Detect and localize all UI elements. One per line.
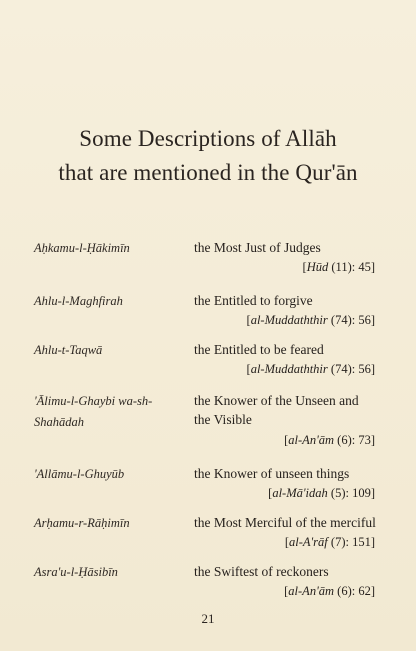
arabic-name-line-2: Shahādah: [34, 415, 84, 429]
ref-open-bracket: [: [284, 584, 289, 598]
surah-location: (7): 151]: [327, 535, 375, 549]
quran-reference: [284, 582, 375, 600]
surah-name: al-An'ām: [288, 433, 335, 447]
quran-reference: [284, 431, 375, 449]
quran-reference: [303, 258, 375, 276]
ref-open-bracket: [: [284, 535, 289, 549]
surah-location: (5): 109]: [327, 486, 375, 500]
surah-location: (6): 62]: [334, 584, 375, 598]
arabic-name: Arḥamu-r-Rāḥimīn: [34, 516, 130, 530]
surah-location: (74): 56]: [327, 313, 375, 327]
surah-name: Hūd: [306, 260, 329, 274]
arabic-name: [34, 391, 184, 433]
english-meaning: the Most Merciful of the merciful: [194, 515, 376, 530]
arabic-name: Ahlu-t-Taqwā: [34, 343, 103, 357]
ref-open-bracket: [: [246, 362, 251, 376]
arabic-name-line-1: 'Ālimu-l-Ghaybi wa-sh-: [34, 394, 153, 408]
surah-location: (74): 56]: [327, 362, 375, 376]
surah-location: (11): 45]: [328, 260, 375, 274]
arabic-name: Asra'u-l-Ḥāsibīn: [34, 565, 118, 579]
quran-reference: [285, 533, 375, 551]
english-meaning: [194, 391, 384, 429]
english-meaning: the Entitled to forgive: [194, 293, 313, 308]
surah-location: (6): 73]: [334, 433, 375, 447]
surah-name: al-A'rāf: [288, 535, 328, 549]
surah-name: al-Mā'idah: [272, 486, 328, 500]
quran-reference: [247, 360, 375, 378]
ref-open-bracket: [: [246, 313, 251, 327]
ref-open-bracket: [: [302, 260, 307, 274]
english-meaning: the Knower of unseen things: [194, 466, 350, 481]
quran-reference: [247, 311, 375, 329]
ref-open-bracket: [: [268, 486, 273, 500]
english-meaning: the Entitled to be feared: [194, 342, 324, 357]
english-meaning: the Swiftest of reckoners: [194, 564, 329, 579]
surah-name: al-Muddaththir: [250, 362, 328, 376]
arabic-name: Aḥkamu-l-Ḥākimīn: [34, 241, 130, 255]
english-meaning-line-2: the Visible: [194, 412, 252, 427]
arabic-name: Ahlu-l-Maghfirah: [34, 294, 123, 308]
arabic-name: 'Allāmu-l-Ghuyūb: [34, 467, 125, 481]
page-title-line-2: that are mentioned in the Qur'ān: [58, 160, 358, 185]
page-number: 21: [201, 611, 215, 626]
english-meaning: the Most Just of Judges: [194, 240, 321, 255]
ref-open-bracket: [: [284, 433, 289, 447]
surah-name: al-Muddaththir: [250, 313, 328, 327]
quran-reference: [268, 484, 375, 502]
page-title-line-1: Some Descriptions of Allāh: [79, 126, 337, 151]
surah-name: al-An'ām: [288, 584, 335, 598]
english-meaning-line-1: the Knower of the Unseen and: [194, 393, 359, 408]
